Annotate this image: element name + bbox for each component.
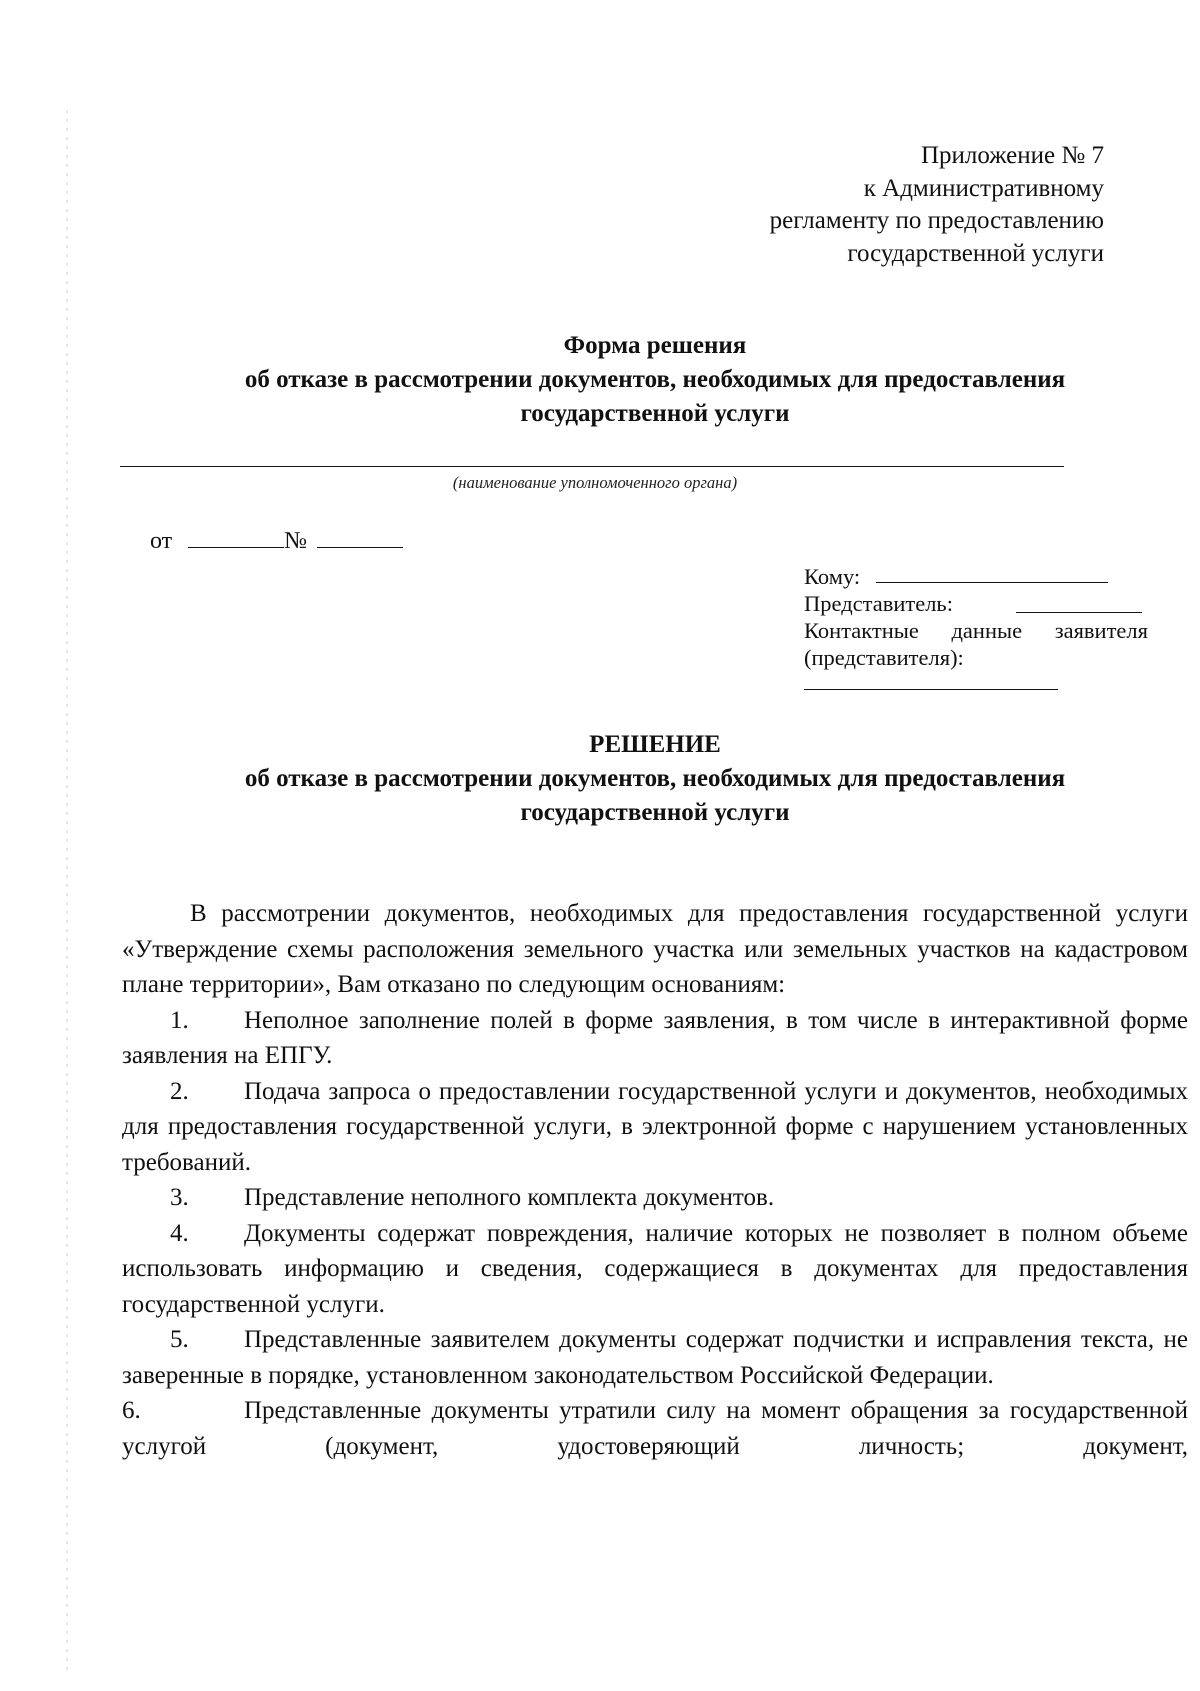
list-item-number: 4. (170, 1219, 189, 1247)
representative-label: Представитель: (804, 591, 953, 616)
org-name-line (120, 466, 1064, 467)
list-item-number: 3. (170, 1184, 189, 1211)
list-item-text: Документы содержат повреждения, наличие которых не позволяет в полном объеме использовать информацию и сведения, содержащиеся в документах для предоставления государственной услуги. (122, 1219, 1188, 1318)
appendix-line-1: Приложение № 7 (920, 142, 1104, 169)
intro-paragraph: В рассмотрении документов, необходимых для предоставления государственной услуги «Утверждение схемы расположения земельного участка или земельных участков на кадастровом плане территории», Вам отказано по следующим основаниям: (122, 900, 1188, 998)
representative-row (804, 590, 1148, 617)
list-item-number: 2. (170, 1077, 189, 1105)
appendix-line-3: регламенту по предоставлению (769, 207, 1104, 234)
list-item-number: 6. (122, 1397, 141, 1424)
number-blank (317, 527, 403, 548)
appendix-line-2: к Административному (863, 174, 1104, 202)
decision-line-2: об отказе в рассмотрении документов, необходимых для предоставления (244, 765, 1066, 792)
list-item (122, 1216, 1188, 1323)
recipient-block (804, 563, 1148, 701)
decision-line-3: государственной услуги (520, 799, 790, 826)
form-title-line-3: государственной услуги (520, 400, 790, 427)
list-item (122, 1074, 1188, 1181)
decision-heading: РЕШЕНИЕ (589, 731, 721, 758)
decision-body (122, 896, 1188, 1464)
appendix-header (770, 140, 1104, 270)
date-blank (188, 527, 284, 548)
contact-label: Контактные данные заявителя (804, 618, 1148, 643)
decision-title (120, 728, 1190, 830)
list-item-text: Представление неполного комплекта документов. (244, 1184, 775, 1211)
org-caption: (наименование уполномоченного органа) (452, 473, 738, 492)
list-item-number: 1. (170, 1006, 189, 1034)
contact-row (804, 617, 1148, 644)
contact-row-2 (804, 644, 1148, 671)
list-item-text: Неполное заполнение полей в форме заявления, в том числе в интерактивной форме заявления на ЕПГУ. (122, 1006, 1188, 1069)
contact-blank (804, 671, 1058, 690)
date-number-line (150, 527, 403, 555)
appendix-line-4: государственной услуги (847, 239, 1104, 267)
list-item-text: Подача запроса о предоставлении государственной услуги и документов, необходимых для предоставления государственной услуги, в электронной форме с нарушением установленных требований. (122, 1077, 1188, 1176)
list-item-text: Представленные заявителем документы содержат подчистки и исправления текста, не заверенные в порядке, установленном законодательством Российской Федерации. (122, 1326, 1188, 1389)
list-item (122, 1393, 1188, 1464)
recipient-to-label: Кому: (804, 564, 861, 589)
from-label: от (150, 528, 173, 554)
list-item (122, 1322, 1188, 1393)
list-item (122, 1003, 1188, 1074)
number-sign: № (284, 528, 308, 554)
form-title-line-2: об отказе в рассмотрении документов, необходимых для предоставления (244, 366, 1066, 393)
representative-blank (1016, 590, 1142, 613)
list-item-text: Представленные документы утратили силу на момент обращения за государственной услугой (документ, удостоверяющий личность; документ, (122, 1397, 1188, 1460)
recipient-to-blank (876, 563, 1108, 583)
scan-margin-marks (66, 110, 68, 1670)
list-item (122, 1180, 1188, 1216)
recipient-to-row (804, 563, 1148, 590)
list-item-number: 5. (170, 1326, 189, 1353)
contact-label-2: (представителя): (804, 645, 964, 670)
contact-blank-row (804, 671, 1148, 701)
form-title-line-1: Форма решения (563, 332, 747, 359)
form-title (120, 329, 1190, 431)
